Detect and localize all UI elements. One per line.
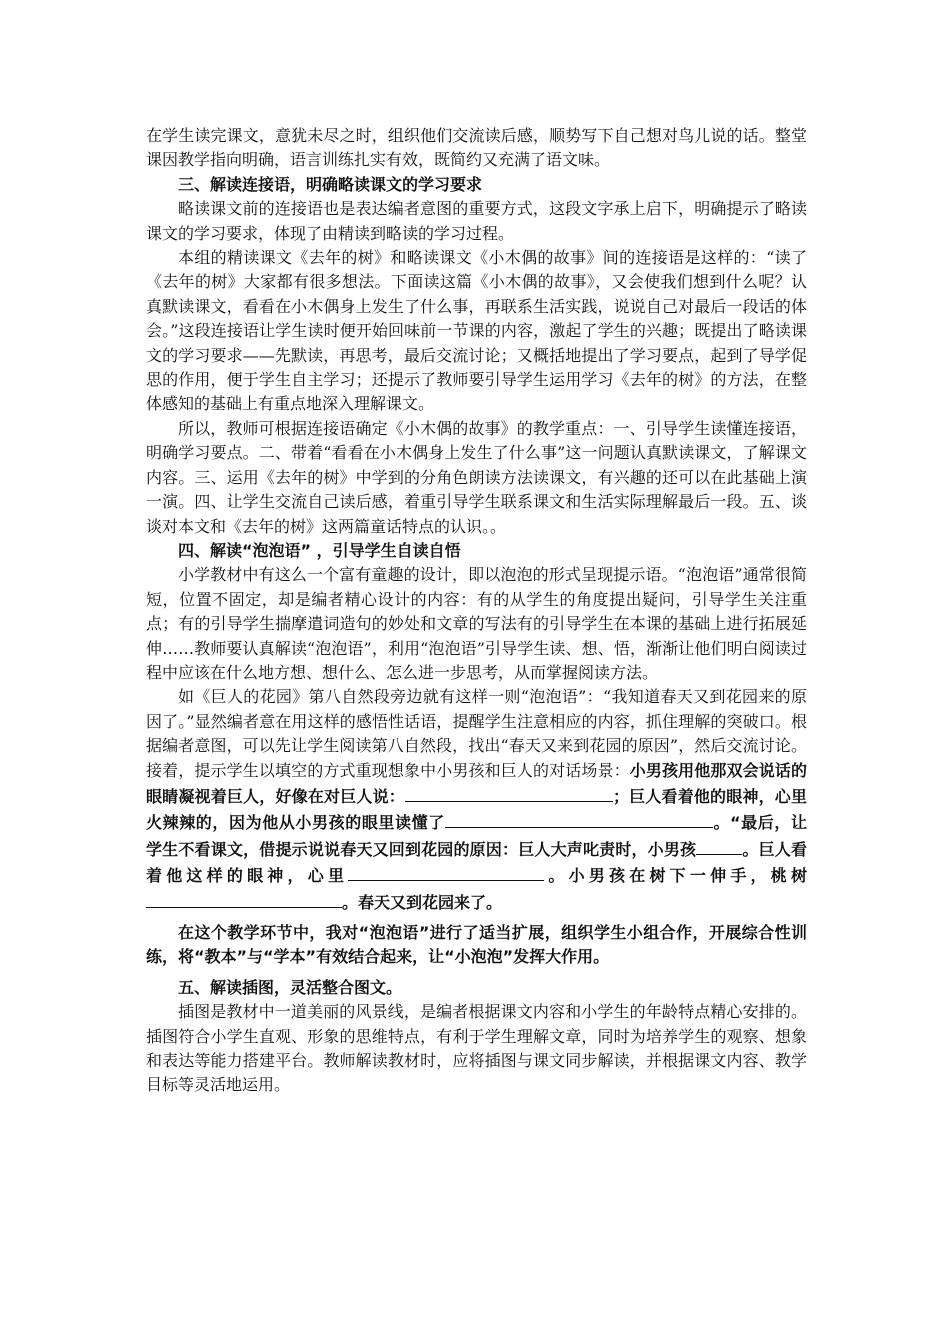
document-page [146,124,807,1098]
section-4-paragraph-1: 小学教材中有这么一个富有童趣的设计，即以泡泡的形式呈现提示语。“泡泡语”通常很简短，位置不固定，却是编者精心设计的内容：有的从学生的角度提出疑问，引导学生关注重点；有的引导学生揣摩遣词造句的妙处和文章的写法有的引导学生在本课的基础上进行拓展延伸……教师要认真解读“泡泡语”，利用“泡泡语”引导学生读、想、悟，渐渐让他们明白阅读过程中应该在什么地方想、想什么、怎么进一步思考，从而掌握阅读方法。 [146,565,807,682]
fill-in-blank-3 [696,836,742,855]
fill-in-blank-4 [348,862,544,881]
section-4-paragraph-2-text: 如《巨人的花园》第八自然段旁边就有这样一则“泡泡语”：“我知道春天又到花园来的原因了。”显然编者意在用这样的感悟性话语，提醒学生注意相应的内容，抓住理解的突破口。根据编者意图，可以先让学生阅读第八自然段，找出“春天又来到花园的原因”，然后交流讨论。接着，提示学生以填空的方式重现想象中小男孩和巨人的对话场景： [146,687,807,780]
intro-paragraph: 在学生读完课文，意犹未尽之时，组织他们交流读后感，顺势写下自己想对鸟儿说的话。整堂课因教学指向明确，语言训练扎实有效，既简约又充满了语文味。 [146,126,807,170]
fill-in-blank-5 [146,889,342,908]
section-4-paragraph-2 [146,685,807,915]
fill-in-text-2: ；巨人看着他的眼神，心里火辣辣的，因为他从小男孩的眼里读懂了 [146,786,807,833]
section-3-paragraph-1: 略读课文前的连接语也是表达编者意图的重要方式，这段文字承上启下，明确提示了略读课文的学习要求，体现了由精读到略读的学习过程。 [146,199,807,243]
fill-in-text-6: 。春天又到花园来了。 [342,892,503,912]
fill-in-blank-2 [445,809,713,828]
fill-in-text-5: 。小男孩在树下一伸手，桃树 [544,866,807,886]
fill-in-text-4: 。巨人看着他这样的眼神，心里 [146,839,807,886]
section-3-paragraph-3: 所以，教师可根据连接语确定《小木偶的故事》的教学重点：一、引导学生读懂连接语，明确学习要点。二、带着“看看在小木偶身上发生了什么事”这一问题认真默读课文，了解课文内容。三、运用《去年的树》中学到的分角色朗读方法读课文，有兴趣的还可以在此基础上演一演。四、让学生交流自己读后感，着重引导学生联系课文和生活实际理解最后一段。五、谈谈对本文和《去年的树》这两篇童话特点的认识。。 [146,418,807,536]
section-3-heading: 三、解读连接语，明确略读课文的学习要求 [178,174,483,194]
fill-in-text-1: 小男孩用他那双会说话的眼睛凝视着巨人，好像在对巨人说： [146,760,807,806]
section-4-heading: 四、解读“泡泡语” ，引导学生自读自悟 [178,540,461,560]
fill-in-text-3: 。“最后，让学生不看课文，借提示说说春天又回到花园的原因：巨人大声叱责时，小男孩 [146,813,807,859]
section-5-heading: 五、解读插图，灵活整合图文。 [178,977,403,997]
section-5-paragraph-1: 插图是教材中一道美丽的风景线，是编者根据课文内容和小学生的年龄特点精心安排的。插图符合小学生直观、形象的思维特点，有利于学生理解文章，同时为培养学生的观察、想象和表达等能力搭建平台。教师解读教材时，应将插图与课文同步解读，并根据课文内容、教学目标等灵活地运用。 [146,1002,807,1095]
fill-in-blank-1 [405,783,613,802]
section-4-paragraph-3: 在这个教学环节中，我对“泡泡语”进行了适当扩展，组织学生小组合作，开展综合性训练，将“教本”与“学本”有效结合起来，让“小泡泡”发挥大作用。 [146,923,807,967]
section-3-paragraph-2: 本组的精读课文《去年的树》和略读课文《小木偶的故事》间的连接语是这样的：“读了《去年的树》大家都有很多想法。下面读这篇《小木偶的故事》，又会使我们想到什么呢？认真默读课文，看看在小木偶身上发生了什么事，再联系生活实践，说说自己对最后一段话的体会。”这段连接语让学生读时便开始回味前一节课的内容，激起了学生的兴趣；既提出了略读课文的学习要求——先默读，再思考，最后交流讨论；又概括地提出了学习要点，起到了导学促思的作用，便于学生自主学习；还提示了教师要引导学生运用学习《去年的树》的方法，在整体感知的基础上有重点地深入理解课文。 [146,248,807,414]
